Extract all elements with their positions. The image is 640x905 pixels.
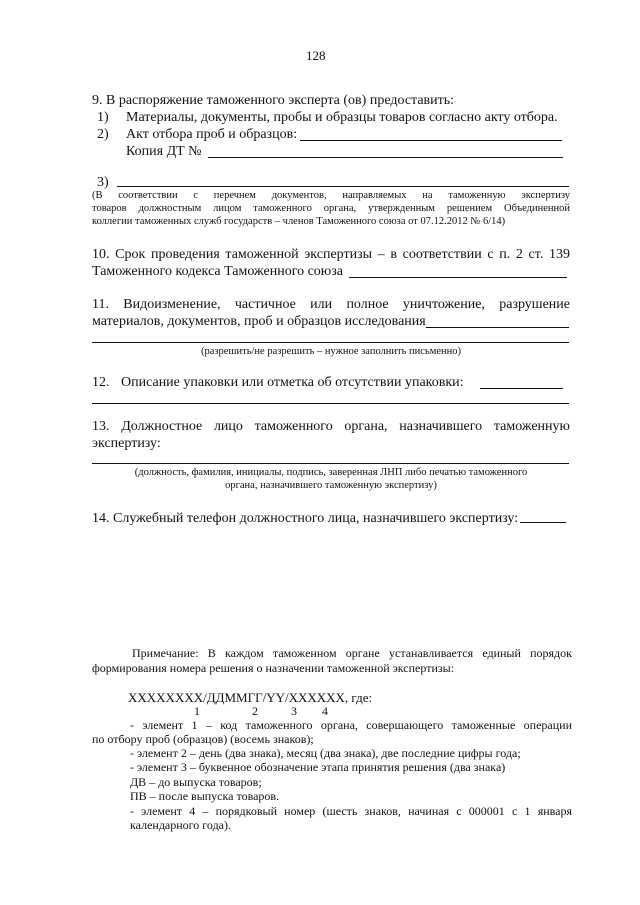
dv-code: ДВ – до выпуска товаров;	[130, 775, 262, 789]
fill-line	[349, 277, 567, 278]
format-index-1: 1	[194, 704, 200, 718]
fill-line	[426, 327, 569, 328]
format-index-4: 4	[322, 704, 328, 718]
fill-line	[92, 463, 569, 464]
fill-line	[208, 157, 563, 158]
section-9-item-3-num: 3)	[97, 175, 109, 190]
element-4-line-2: календарного года).	[130, 818, 231, 832]
format-pattern: XXXXXXXX/ДДММГГ/YY/XXXXXX, где:	[128, 690, 373, 705]
format-index-3: 3	[291, 704, 297, 718]
element-3: - элемент 3 – буквенное обозначение этапа принятия решения (два знака)	[130, 760, 506, 774]
section-10-line-1: 10. Срок проведения таможенной экспертизы – в соответствии с п. 2 ст. 139	[92, 247, 570, 262]
section-13-line-1: 13. Должностное лицо таможенного органа, назначившего таможенную	[92, 419, 570, 434]
section-12-num: 12.	[92, 375, 110, 390]
section-9-item-2: Акт отбора проб и образцов:	[126, 127, 298, 142]
section-12-text: Описание упаковки или отметка об отсутствии упаковки:	[121, 375, 464, 390]
section-13-hint-line-2: органа, назначившего таможенную экспертизу)	[225, 480, 437, 491]
section-13-line-2: экспертизу:	[92, 436, 161, 451]
section-9-item-1: Материалы, документы, пробы и образцы товаров согласно акту отбора.	[126, 110, 558, 125]
page-number: 128	[306, 48, 326, 63]
section-9-copy-dt: Копия ДТ №	[126, 144, 202, 159]
section-11-hint: (разрешить/не разрешить – нужное заполнить письменно)	[200, 346, 462, 357]
section-9-title: 9. В распоряжение таможенного эксперта (ов) предоставить:	[92, 93, 455, 108]
element-2: - элемент 2 – день (два знака), месяц (два знака), две последние цифры года;	[130, 746, 521, 760]
section-9-note-line-2: товаров должностным лицом таможенного органа, утвержденным решением Объединенной	[92, 203, 570, 214]
element-1-line-2: по отбору проб (образцов) (восемь знаков);	[92, 732, 314, 746]
fill-line	[520, 522, 566, 523]
fill-line	[480, 388, 563, 389]
element-4-line-1: - элемент 4 – порядковый номер (шесть знаков, начиная с 000001 с 1 января	[130, 804, 572, 818]
section-9-item-1-num: 1)	[97, 110, 109, 125]
fill-line	[117, 186, 569, 187]
section-9-note-line-1: (В соответствии с перечнем документов, направляемых на таможенную экспертизу	[92, 190, 570, 201]
fill-line	[92, 403, 569, 404]
format-index-2: 2	[252, 704, 258, 718]
section-14-text: 14. Служебный телефон должностного лица, назначившего экспертизу:	[92, 511, 519, 526]
note-line-1: Примечание: В каждом таможенном органе устанавливается единый порядок	[132, 646, 572, 660]
note-line-2: формирования номера решения о назначении таможенной экспертизы:	[92, 661, 455, 675]
fill-line	[92, 342, 569, 343]
element-1-line-1: - элемент 1 – код таможенного органа, совершающего таможенные операции	[130, 718, 572, 732]
section-9-item-2-num: 2)	[97, 127, 109, 142]
section-11-line-2: материалов, документов, проб и образцов исследования	[92, 314, 426, 329]
fill-line	[300, 140, 562, 141]
section-13-hint-line-1: (должность, фамилия, инициалы, подпись, заверенная ЛНП либо печатью таможенного	[134, 467, 528, 478]
section-11-line-1: 11. Видоизменение, частичное или полное уничтожение, разрушение	[92, 297, 570, 312]
pv-code: ПВ – после выпуска товаров.	[130, 789, 280, 803]
section-9-note-line-3: коллегии таможенных служб государств – членов Таможенного союза от 07.12.2012 № 6/14)	[92, 216, 506, 227]
section-10-line-2: Таможенного кодекса Таможенного союза	[92, 264, 344, 279]
